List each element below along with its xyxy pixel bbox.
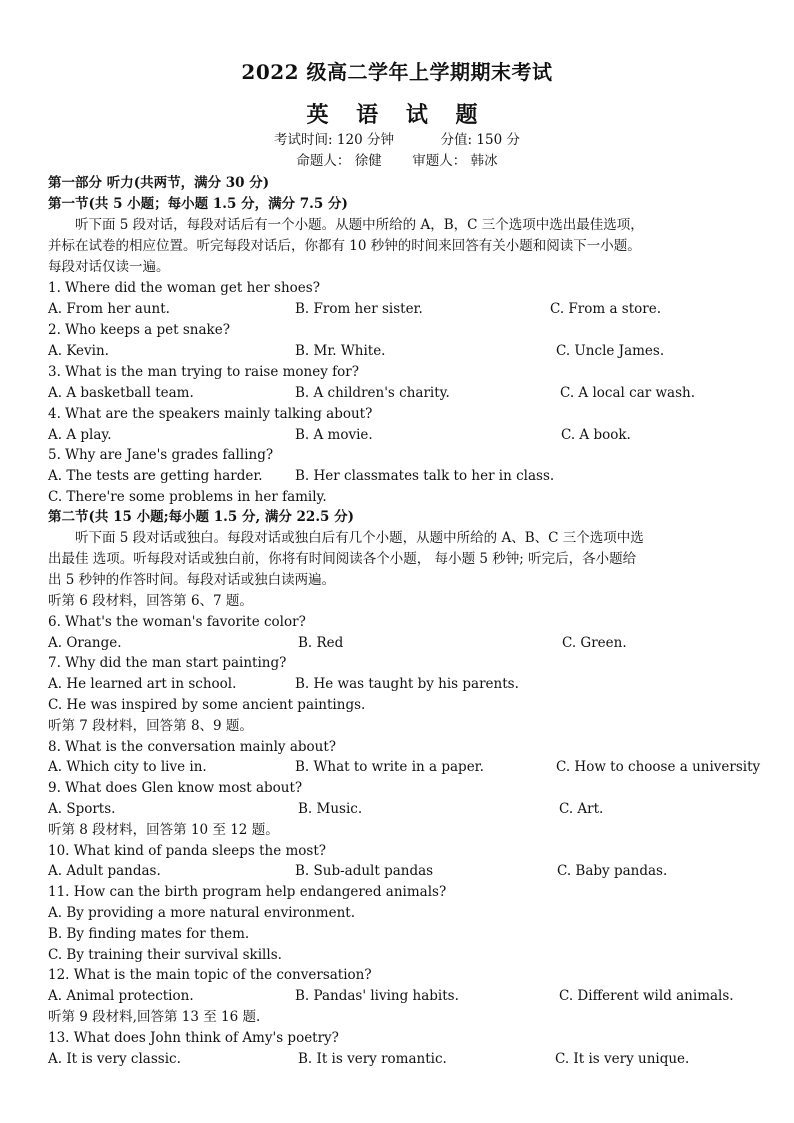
q13-option-a: A. It is very classic.: [48, 1051, 181, 1067]
exam-subject: 英 语 试 题: [306, 102, 488, 128]
q12-option-a: A. Animal protection.: [48, 988, 194, 1004]
q3-option-c: C. A local car wash.: [560, 385, 696, 401]
question-2: 2. Who keeps a pet snake?: [48, 322, 230, 338]
question-6: 6. What's the woman's favorite color?: [48, 614, 306, 630]
q1-option-c: C. From a store.: [550, 301, 662, 317]
q3-option-a: A. A basketball team.: [48, 385, 194, 401]
question-4: 4. What are the speakers mainly talking about?: [48, 406, 373, 422]
exam-time: 考试时间: 120 分钟: [274, 132, 394, 148]
q12-option-b: B. Pandas' living habits.: [295, 988, 459, 1004]
q11-option-b: B. By finding mates for them.: [48, 926, 250, 942]
question-12: 12. What is the main topic of the conversation?: [48, 967, 372, 983]
q11-option-a: A. By providing a more natural environment.: [48, 905, 356, 921]
material-9-note: 听第 9 段材料,回答第 13 至 16 题.: [48, 1009, 261, 1025]
question-7: 7. Why did the man start painting?: [48, 655, 287, 671]
question-11: 11. How can the birth program help endangered animals?: [48, 884, 447, 900]
section2-instructions-3: 出 5 秒钟的作答时间。每段对话或独白读两遍。: [48, 572, 336, 588]
q7-option-c: C. He was inspired by some ancient paintings.: [48, 697, 366, 713]
section1-instructions-3: 每段对话仅读一遍。: [48, 259, 170, 275]
section1-heading: 第一节(共 5 小题；每小题 1.5 分，满分 7.5 分): [48, 196, 348, 212]
q7-option-a: A. He learned art in school.: [48, 676, 237, 692]
section1-instructions-2: 并标在试卷的相应位置。听完每段对话后，你都有 10 秒钟的时间来回答有关小题和阅读下一小题。: [48, 238, 641, 254]
q2-option-b: B. Mr. White.: [295, 343, 386, 359]
exam-score: 分值: 150 分: [440, 132, 520, 148]
q10-option-c: C. Baby pandas.: [557, 863, 668, 879]
q12-option-c: C. Different wild animals.: [559, 988, 734, 1004]
part1-heading: 第一部分 听力(共两节，满分 30 分): [48, 175, 270, 191]
q2-option-c: C. Uncle James.: [556, 343, 665, 359]
q7-option-b: B. He was taught by his parents.: [295, 676, 519, 692]
question-1: 1. Where did the woman get her shoes?: [48, 280, 320, 296]
question-3: 3. What is the man trying to raise money for?: [48, 364, 359, 380]
exam-authors: [0, 151, 794, 172]
q8-option-b: B. What to write in a paper.: [295, 759, 484, 775]
q4-option-b: B. A movie.: [295, 427, 373, 443]
q9-option-c: C. Art.: [559, 801, 604, 817]
exam-title: 2022 级高二学年上学期期末考试: [241, 60, 553, 84]
q6-option-c: C. Green.: [562, 635, 627, 651]
section2-heading: 第二节(共 15 小题;每小题 1.5 分, 满分 22.5 分): [48, 509, 355, 525]
question-8: 8. What is the conversation mainly about?: [48, 739, 337, 755]
q8-option-a: A. Which city to live in.: [48, 759, 207, 775]
q13-option-c: C. It is very unique.: [555, 1051, 690, 1067]
q9-option-a: A. Sports.: [48, 801, 116, 817]
exam-time-score: [0, 130, 794, 151]
question-5: 5. Why are Jane's grades falling?: [48, 447, 274, 463]
q6-option-a: A. Orange.: [48, 635, 122, 651]
q5-option-c: C. There're some problems in her family.: [48, 489, 327, 505]
q10-option-a: A. Adult pandas.: [48, 863, 161, 879]
q5-option-b: B. Her classmates talk to her in class.: [295, 468, 555, 484]
q4-option-a: A. A play.: [48, 427, 112, 443]
q1-option-b: B. From her sister.: [295, 301, 423, 317]
q9-option-b: B. Music.: [298, 801, 363, 817]
q4-option-c: C. A book.: [561, 427, 631, 443]
material-8-note: 听第 8 段材料，回答第 10 至 12 题。: [48, 822, 279, 838]
q1-option-a: A. From her aunt.: [48, 301, 170, 317]
reviewer: 审题人： 韩冰: [412, 153, 498, 169]
section2-instructions-2: 出最佳 选项。听每段对话或独白前，你将有时间阅读各个小题， 每小题 5 秒钟; 听完后，各小题给: [48, 551, 637, 567]
q3-option-b: B. A children's charity.: [295, 385, 450, 401]
q5-option-a: A. The tests are getting harder.: [48, 468, 263, 484]
q10-option-b: B. Sub-adult pandas: [295, 863, 434, 879]
q6-option-b: B. Red: [298, 635, 344, 651]
question-9: 9. What does Glen know most about?: [48, 780, 303, 796]
section1-instructions-1: 听下面 5 段对话，每段对话后有一个小题。从题中所给的 A，B，C 三个选项中选出最佳选项，: [75, 217, 644, 233]
question-10: 10. What kind of panda sleeps the most?: [48, 843, 327, 859]
material-6-note: 听第 6 段材料，回答第 6、7 题。: [48, 593, 253, 609]
q8-option-c: C. How to choose a university: [556, 759, 761, 775]
question-13: 13. What does John think of Amy's poetry?: [48, 1030, 339, 1046]
q13-option-b: B. It is very romantic.: [298, 1051, 447, 1067]
section2-instructions-1: 听下面 5 段对话或独白。每段对话或独白后有几个小题，从题中所给的 A、B、C 三个选项中选: [75, 530, 644, 546]
material-7-note: 听第 7 段材料，回答第 8、9 题。: [48, 718, 253, 734]
q11-option-c: C. By training their survival skills.: [48, 947, 282, 963]
setter: 命题人： 徐健: [296, 153, 382, 169]
q2-option-a: A. Kevin.: [48, 343, 109, 359]
